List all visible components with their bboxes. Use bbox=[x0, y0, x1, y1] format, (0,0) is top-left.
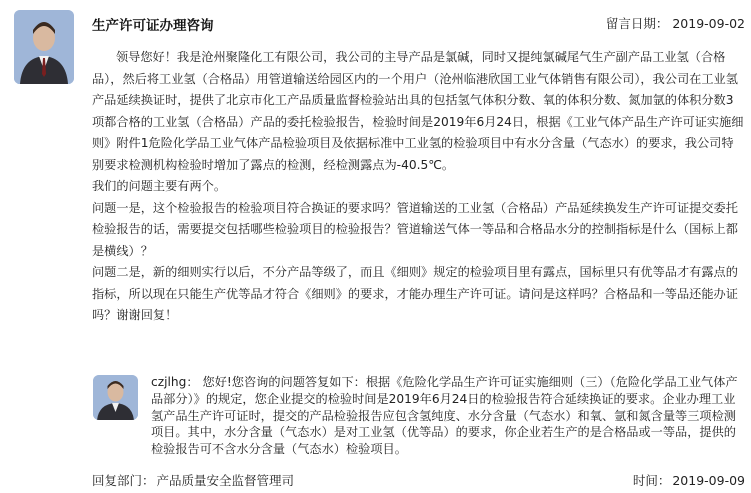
answer-text: 您好!您咨询的问题答复如下：根据《危险化学品生产许可证实施细则（三）（危险化学品工业气体产品部分）》的规定，您企业提交的检验时间是2019年6月24日的检验报告符合延续换证的要求。企业办理工业氢产品生产许可证时，提交的产品检验报告应包含氢纯度、水分含量（气态水）和氧、氩和氮含量等三项检测项目。其中，水分含量（气态水）是对工业氢（优等品）的要求，你企业若生产的是合格品或一等品，提供的检验报告可不含水分含量（气态水）检验项目。 bbox=[151, 375, 738, 457]
reply-time-label: 时间： bbox=[632, 473, 671, 488]
responder-name: czjlhg： bbox=[151, 375, 199, 389]
question-paragraph: 问题一是，这个检验报告的检验项目符合换证的要求吗？管道输送的工业氢（合格品）产品延续换发生产许可证提交委托检验报告的话，需要提交包括哪些检验项目的检验报告？管道输送气体一等品和合格品水分的控制指标是什么（国标上都是横线）？ bbox=[92, 200, 738, 258]
user-silhouette-icon bbox=[14, 10, 74, 84]
message-date bbox=[606, 14, 745, 32]
responder-avatar-icon bbox=[93, 375, 138, 420]
question-paragraph: 问题二是，新的细则实行以后，不分产品等级了，而且《细则》规定的检验项目里有露点，国标里只有优等品才有露点的指标，所以现在只能生产优等品才符合《细则》的要求，才能办理生产许可证。请问是这样吗？合格品和一等品还能办证吗？谢谢回复！ bbox=[92, 265, 738, 322]
message-date-label: 留言日期： bbox=[605, 16, 669, 31]
reply-department bbox=[92, 471, 294, 489]
reply-department-value: 产品质量安全监督管理司 bbox=[156, 473, 295, 488]
message-date-value: 2019-09-02 bbox=[672, 16, 745, 31]
user-silhouette-icon bbox=[93, 375, 138, 420]
question-body bbox=[92, 47, 744, 327]
answer-body bbox=[151, 374, 743, 458]
question-paragraph: 我们的问题主要有两个。 bbox=[92, 179, 227, 193]
reply-department-label: 回复部门： bbox=[92, 473, 155, 488]
questioner-avatar-icon bbox=[14, 10, 74, 84]
reply-time-value: 2019-09-09 bbox=[672, 473, 745, 488]
page-title: 生产许可证办理咨询 bbox=[92, 18, 214, 34]
reply-time bbox=[633, 471, 745, 489]
question-paragraph: 领导您好！我是沧州聚隆化工有限公司，我公司的主导产品是氯碱，同时又提纯氯碱尾气生产副产品工业氢（合格品），然后将工业氢（合格品）用管道输送给园区内的一个用户（沧州临港欣国工业气体销售有限公司），我公司在工业氢产品延续换证时，提供了北京市化工产品质量监督检验站出具的包括氢气体积分数、氧的体积分数、氮加氩的体积分数3项都合格的工业氢（合格品）产品的委托检验报告，检验时间是2019年6月24日，根据《工业气体产品生产许可证实施细则》附件1危险化学品工业气体产品检验项目及依据标准中工业氢的检验项目中有水分含量（气态水）的要求，我公司特别要求检测机构检验时增加了露点的检测，经检测露点为-40.5℃。 bbox=[92, 50, 744, 172]
